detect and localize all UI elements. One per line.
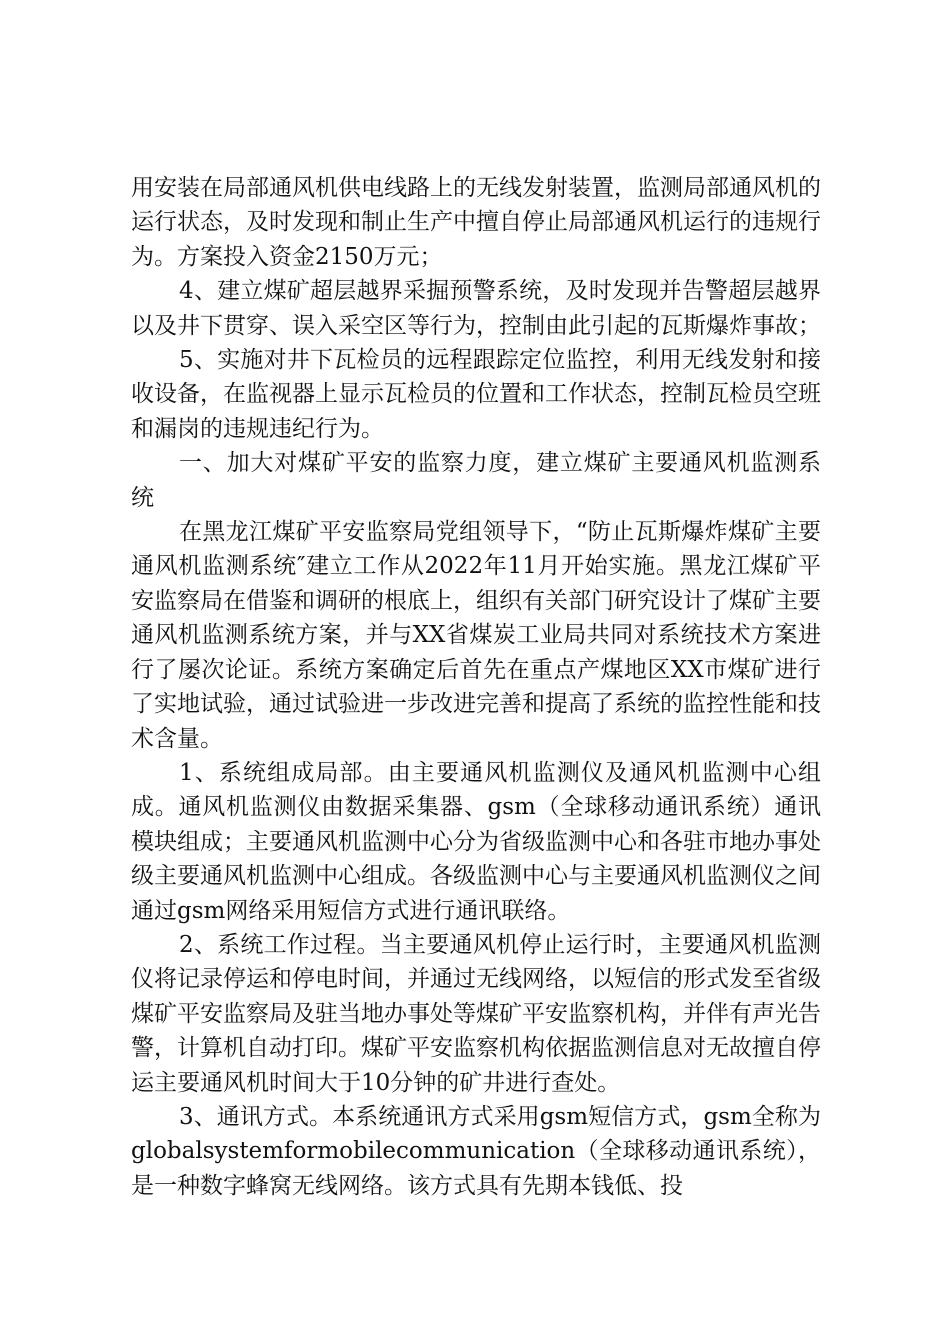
document-body xyxy=(131,171,821,1203)
paragraph-1: 用安装在局部通风机供电线路上的无线发射装置，监测局部通风机的运行状态，及时发现和制止生产中擅自停止局部通风机运行的违规行为。方案投入资金2150万元； xyxy=(131,175,821,270)
paragraph-7: 2、系统工作过程。当主要通风机停止运行时，主要通风机监测仪将记录停运和停电时间，并通过无线网络，以短信的形式发至省级煤矿平安监察局及驻当地办事处等煤矿平安监察机构，并伴有声光告警，计算机自动打印。煤矿平安监察机构依据监测信息对无故擅自停运主要通风机时间大于10分钟的矿井进行查处。 xyxy=(131,931,821,1096)
paragraph-2: 4、建立煤矿超层越界采掘预警系统，及时发现并告警超层越界以及井下贯穿、误入采空区等行为，控制由此引起的瓦斯爆炸事故； xyxy=(131,278,821,339)
paragraph-5: 在黑龙江煤矿平安监察局党组领导下，“防止瓦斯爆炸煤矿主要通风机监测系统″建立工作从2022年11月开始实施。黑龙江煤矿平安监察局在借鉴和调研的根底上，组织有关部门研究设计了煤矿主要通风机监测系统方案，并与XX省煤炭工业局共同对系统技术方案进行了屡次论证。系统方案确定后首先在重点产煤地区XX市煤矿进行了实地试验，通过试验进一步改进完善和提高了系统的监控性能和技术含量。 xyxy=(131,519,821,752)
paragraph-6: 1、系统组成局部。由主要通风机监测仪及通风机监测中心组成。通风机监测仪由数据采集器、gsm（全球移动通讯系统）通讯模块组成；主要通风机监测中心分为省级监测中心和各驻市地办事处级主要通风机监测中心组成。各级监测中心与主要通风机监测仪之间通过gsm网络采用短信方式进行通讯联络。 xyxy=(131,759,821,924)
section-heading: 一、加大对煤矿平安的监察力度，建立煤矿主要通风机监测系统 xyxy=(131,450,821,511)
paragraph-3: 5、实施对井下瓦检员的远程跟踪定位监控，利用无线发射和接收设备，在监视器上显示瓦检员的位置和工作状态，控制瓦检员空班和漏岗的违规违纪行为。 xyxy=(131,347,821,442)
paragraph-8: 3、通讯方式。本系统通讯方式采用gsm短信方式，gsm全称为globalsystemformobilecommunication（全球移动通讯系统），是一种数字蜂窝无线网络。该方式具有先期本钱低、投 xyxy=(131,1103,821,1199)
